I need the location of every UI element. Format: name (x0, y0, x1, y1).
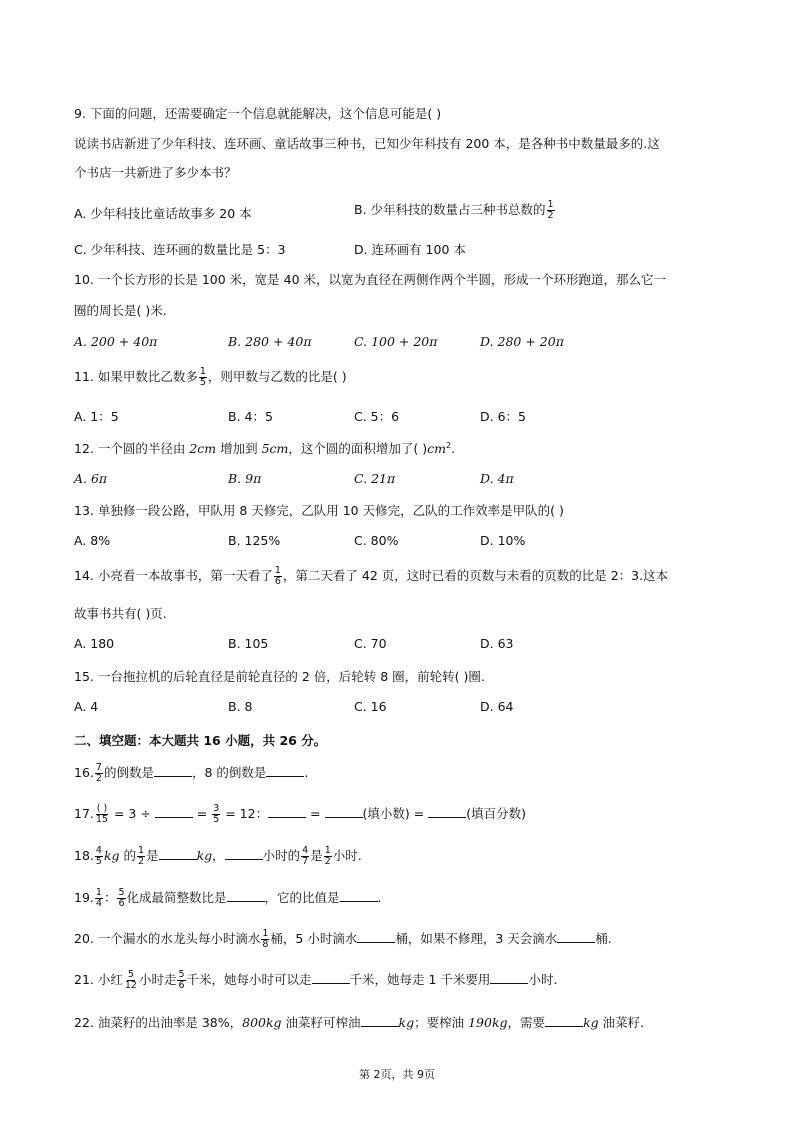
fraction-den: 6 (118, 898, 125, 909)
q9-option-d: D. 连环画有 100 本 (354, 242, 466, 257)
fraction-den: 12 (124, 980, 137, 991)
q10-option-c: C. 100 + 20π (354, 334, 438, 349)
fraction-num: 5 (178, 969, 185, 980)
fraction (301, 846, 309, 867)
q11-post: ，则甲数与乙数的比是( ) (207, 369, 347, 384)
q16-text: . (304, 765, 309, 780)
fraction-den: 4 (95, 898, 102, 909)
fraction (117, 888, 125, 909)
q10-option-a: A. 200 + 40π (74, 334, 158, 349)
q14-option-b: B. 105 (228, 636, 269, 651)
fraction (124, 970, 138, 991)
answer-blank[interactable] (227, 889, 265, 902)
fraction-num: 5 (127, 969, 134, 980)
q18-unit: kg (103, 848, 120, 863)
q17-text: (填百分数) (466, 806, 526, 821)
q15-option-c: C. 16 (354, 699, 387, 714)
q21-text: 千米，她每走 1 千米要用 (349, 972, 491, 987)
fraction-num: 1 (138, 845, 145, 856)
fraction (95, 888, 103, 909)
q19-text: ： (103, 890, 117, 905)
q10-option-b: B. 280 + 40π (228, 334, 312, 349)
q14-post: ，第二天看了 42 页，这时已看的页数与未看的页数的比是 2：3.这本 (282, 568, 669, 583)
q16-text: ，8 的倒数是 (191, 765, 267, 780)
answer-blank[interactable] (428, 805, 466, 818)
q17-number: 17. (74, 806, 94, 821)
fraction (95, 846, 103, 867)
q20-text: 桶，5 小时滴水 (270, 931, 358, 946)
q9-option-b-text: B. 少年科技的数量占三种书总数的 (354, 202, 546, 217)
q20-text: 20. 一个漏水的水龙头每小时滴水 (74, 931, 261, 946)
q18-text: 的 (119, 848, 136, 863)
q19 (74, 888, 382, 909)
fraction-num: 7 (95, 762, 102, 773)
answer-blank[interactable] (325, 805, 363, 818)
answer-blank[interactable] (490, 971, 528, 984)
q11-option-a: A. 1：5 (74, 409, 119, 424)
q14-stem (74, 566, 668, 587)
q9-option-b (354, 200, 556, 221)
q17-text: = 3 ÷ (109, 806, 155, 821)
fraction (199, 367, 207, 388)
answer-blank[interactable] (225, 847, 263, 860)
q22-unit: 800kg (242, 1015, 282, 1030)
fraction-den: 6 (178, 980, 185, 991)
fraction-den: 2 (138, 856, 145, 867)
fraction-num: 1 (324, 845, 331, 856)
page-footer: 第 2页，共 9页 (359, 1068, 435, 1081)
q13-option-a: A. 8% (74, 533, 111, 548)
q13-option-b: B. 125% (228, 533, 281, 548)
q18-text: 小时的 (262, 848, 301, 863)
q9-option-a: A. 少年科技比童话故事多 20 本 (74, 206, 252, 221)
fraction (177, 970, 185, 991)
fraction-den: 2 (95, 773, 102, 784)
q20 (74, 929, 612, 950)
q15-option-d: D. 64 (480, 699, 514, 714)
q12-option-b: B. 9π (228, 471, 262, 486)
fraction-num: 3 (213, 803, 220, 814)
q18-text: 小时. (332, 848, 362, 863)
answer-blank[interactable] (357, 930, 395, 943)
q22-text: 油菜籽可榨油 (281, 1015, 361, 1030)
fraction-den: 2 (547, 210, 554, 221)
q15-option-a: A. 4 (74, 699, 99, 714)
q12-stem (74, 439, 455, 457)
q18-unit: kg (196, 848, 213, 863)
q12-option-c: C. 21π (354, 471, 396, 486)
q18 (74, 846, 362, 867)
fraction (95, 804, 109, 825)
fraction-num: 4 (302, 845, 309, 856)
fraction-den: 7 (302, 856, 309, 867)
q10-text-line1: 10. 一个长方形的长是 100 米，宽是 40 米，以宽为直径在两侧作两个半圆，形成一个环形跑道，那么它一 (74, 272, 667, 287)
q18-text: 是 (310, 848, 323, 863)
q18-text: ， (212, 848, 225, 863)
answer-blank[interactable] (312, 971, 350, 984)
q12-unit: cm (427, 441, 446, 456)
fraction-den: 5 (199, 377, 206, 388)
q22-text: ；要榨油 (414, 1015, 469, 1030)
q16 (74, 763, 308, 784)
q21-text: 小时走 (138, 972, 177, 987)
fraction-num: 4 (95, 845, 102, 856)
q22 (74, 1013, 644, 1031)
q18-text: 是 (146, 848, 159, 863)
q17 (74, 804, 526, 825)
q12-unit: 5cm (261, 441, 289, 456)
fraction-num: 1 (262, 928, 269, 939)
q12-text: 12. 一个圆的半径由 (74, 441, 190, 456)
q17-text: = (192, 806, 212, 821)
q19-text: . (377, 890, 382, 905)
fraction-den: 5 (213, 814, 220, 825)
fraction-den: 2 (324, 856, 331, 867)
fraction (212, 804, 220, 825)
fraction-num: 5 (118, 887, 125, 898)
fraction-num: 1 (274, 565, 281, 576)
answer-blank[interactable] (154, 764, 192, 777)
q21-text: 小时. (528, 972, 558, 987)
q20-text: 桶. (595, 931, 612, 946)
q20-text: 桶，如果不修理，3 天会滴水 (395, 931, 558, 946)
q16-number: 16. (74, 765, 94, 780)
q15-option-b: B. 8 (228, 699, 253, 714)
q13-option-d: D. 10% (480, 533, 526, 548)
q12-option-a: A. 6π (74, 471, 108, 486)
q22-text: ，需要 (507, 1015, 546, 1030)
q12-exponent: 2 (446, 440, 452, 450)
fraction (274, 566, 282, 587)
fraction-num: 1 (547, 199, 554, 210)
q10-option-d: D. 280 + 20π (480, 334, 564, 349)
answer-blank[interactable] (557, 930, 595, 943)
q11-option-b: B. 4：5 (228, 409, 273, 424)
q9-text-line1: 说读书店新进了少年科技、连环画、童话故事三种书，已知少年科技有 200 本，是各种书中数量最多的.这 (74, 136, 660, 151)
answer-blank[interactable] (268, 805, 306, 818)
q15-stem: 15. 一台拖拉机的后轮直径是前轮直径的 2 倍，后轮转 8 圈，前轮转( )圈. (74, 669, 485, 684)
answer-blank[interactable] (361, 1014, 399, 1027)
q13-option-c: C. 80% (354, 533, 399, 548)
answer-blank[interactable] (159, 847, 197, 860)
fraction-den: 8 (262, 939, 269, 950)
section-heading: 二、填空题：本大题共 16 小题，共 26 分。 (74, 733, 327, 748)
q19-text: ，它的比值是 (264, 890, 340, 905)
q14-option-a: A. 180 (74, 636, 115, 651)
q21-text: 千米，她每小时可以走 (186, 972, 312, 987)
q22-unit: kg (398, 1015, 415, 1030)
q12-text: 增加到 (216, 441, 262, 456)
q11-option-c: C. 5：6 (354, 409, 400, 424)
q11-stem (74, 367, 347, 388)
q10-text-line2: 圈的周长是( )米. (74, 303, 167, 318)
answer-blank[interactable] (545, 1014, 583, 1027)
q19-number: 19. (74, 890, 94, 905)
q22-text: 油菜籽. (598, 1015, 645, 1030)
fraction-num: 1 (95, 887, 102, 898)
q14-pre: 14. 小亮看一本故事书，第一天看了 (74, 568, 273, 583)
q21 (74, 970, 557, 991)
fraction (261, 929, 269, 950)
q13-stem: 13. 单独修一段公路，甲队用 8 天修完，乙队用 10 天修完，乙队的工作效率是甲队的( ) (74, 503, 564, 518)
fraction-den: 6 (274, 576, 281, 587)
fraction (324, 846, 332, 867)
fraction-num: 1 (199, 366, 206, 377)
q11-pre: 11. 如果甲数比乙数多 (74, 369, 198, 384)
answer-blank[interactable] (340, 889, 378, 902)
q12-text: . (451, 441, 456, 456)
q11-option-d: D. 6：5 (480, 409, 526, 424)
q16-text: 的倒数是 (103, 765, 154, 780)
q9-stem: 9. 下面的问题，还需要确定一个信息就能解决，这个信息可能是( ) (74, 106, 442, 121)
q22-text: 22. 油菜籽的出油率是 38%， (74, 1015, 243, 1030)
q14-option-c: C. 70 (354, 636, 387, 651)
q14-text-line2: 故事书共有( )页. (74, 606, 167, 621)
q9-option-c: C. 少年科技、连环画的数量比是 5：3 (74, 242, 286, 257)
q17-text: = 12： (221, 806, 269, 821)
q22-unit: kg (583, 1015, 599, 1030)
fraction-den: 15 (95, 814, 108, 825)
q17-text: = (306, 806, 325, 821)
q12-text: ，这个圆的面积增加了( ) (288, 441, 428, 456)
fraction-den: 5 (95, 856, 102, 867)
q19-text: 化成最简整数比是 (126, 890, 227, 905)
q17-text: (填小数) = (362, 806, 429, 821)
q12-option-d: D. 4π (480, 471, 514, 486)
q18-number: 18. (74, 848, 94, 863)
q14-option-d: D. 63 (480, 636, 514, 651)
q9-text-line2: 个书店一共新进了多少本书？ (74, 165, 237, 180)
answer-blank[interactable] (266, 764, 304, 777)
fraction-num: ( ) (96, 803, 108, 814)
q12-unit: 2cm (189, 441, 217, 456)
fraction (95, 763, 103, 784)
answer-blank[interactable] (155, 805, 193, 818)
fraction (137, 846, 145, 867)
q22-unit: 190kg (468, 1015, 508, 1030)
fraction (547, 200, 555, 221)
q21-text: 21. 小红 (74, 972, 123, 987)
